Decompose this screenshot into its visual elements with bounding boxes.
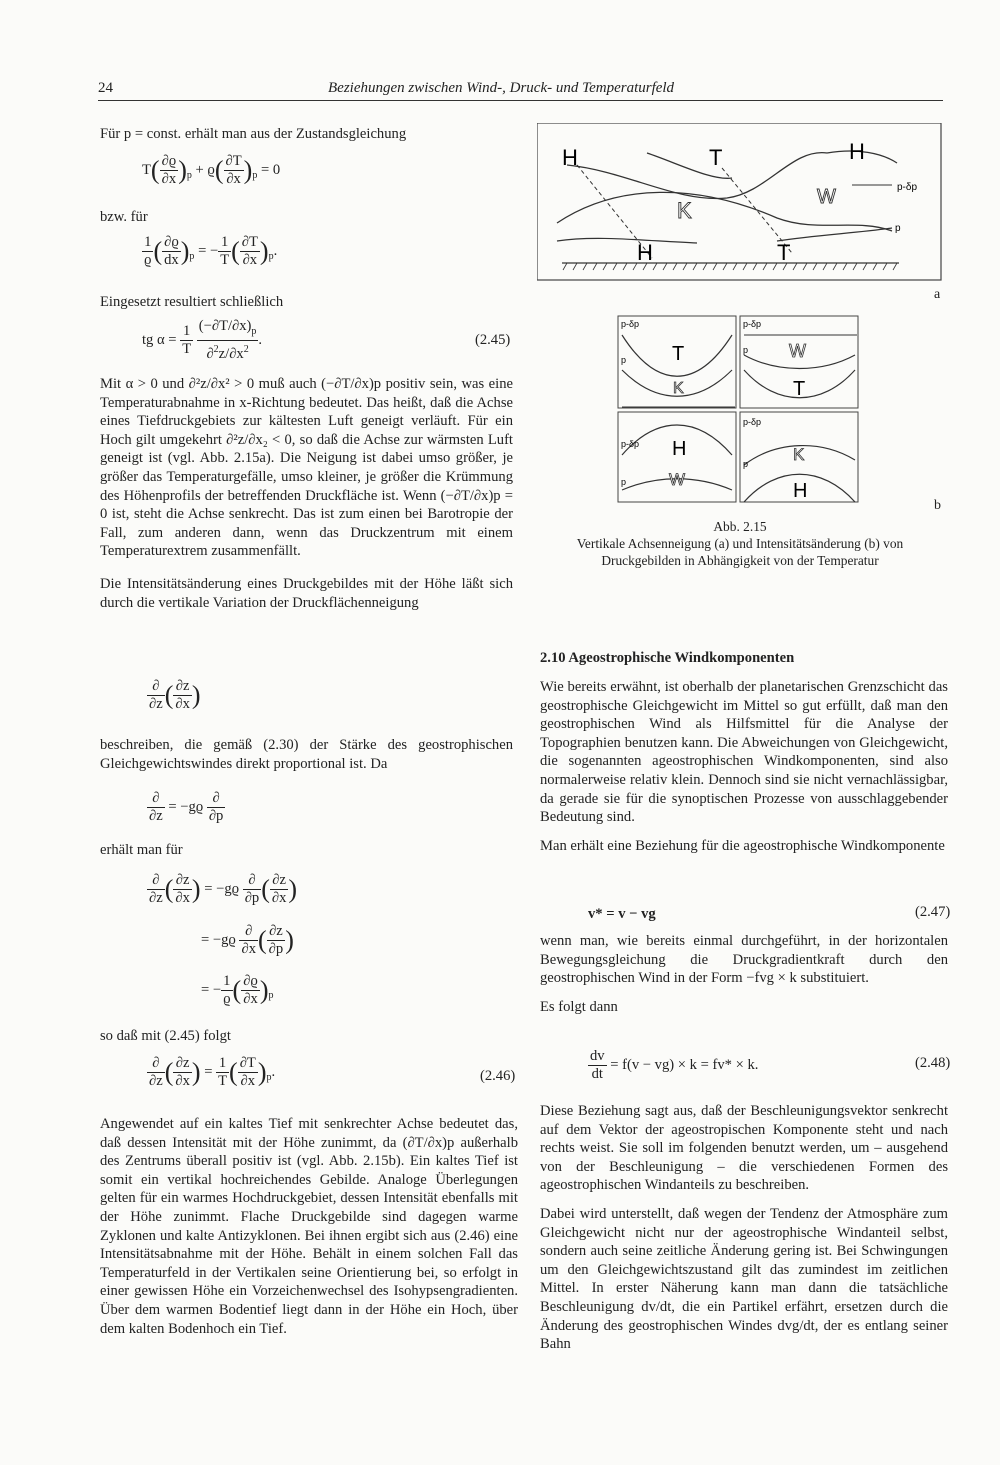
equation-number: (2.48) — [915, 1055, 951, 1071]
left-paragraph-3: beschreiben, die gemäß (2.30) der Stärke des geostrophischen Gleichgewichtswindes direkt proportional ist. Da — [100, 737, 513, 772]
figure-label-a: a — [934, 287, 941, 302]
panel-b-top-right — [740, 316, 858, 408]
svg-text:K: K — [673, 380, 684, 397]
svg-text:W: W — [789, 341, 806, 361]
svg-text:T: T — [793, 378, 806, 400]
left-intro: Für p = const. erhält man aus der Zustandsgleichung — [100, 126, 407, 142]
left-eingesetzt: Eingesetzt resultiert schließlich — [100, 294, 284, 310]
panel-b-bottom-right — [740, 412, 858, 502]
equation-operator: $\frac{\partial}{\partial z}$ = −gϱ $\frac{\partial}{\partial p}$ — [149, 790, 224, 824]
right-paragraph-3: wenn man, wie bereits einmal durchgeführt, in der horizontalen Bewegungsgleichung die Druckgradientkraft durch den geostrophischen Wind in der Form −fvg × k substituiert. Es folgt dann — [540, 933, 948, 1015]
equation-tilt-variation: $\frac{\partial}{\partial z}$ ( $\frac{\partial z}{\partial x}$ ) — [149, 678, 201, 712]
equation-number: (2.47) — [915, 904, 951, 920]
equation-2-45: tg α = $\frac{1}{T}$ $\frac{(-\partial T/\partial x)_p}{\partial^2z/\partial x^2}$ . — [142, 318, 263, 362]
svg-text:p-δp: p-δp — [743, 319, 762, 329]
figure-2-15b — [617, 315, 867, 515]
svg-text:W: W — [669, 470, 686, 489]
equation-2-47: v* = v − vg — [588, 906, 656, 922]
svg-text:p: p — [743, 459, 749, 469]
panel-a-label-pdp: p-δp — [897, 182, 918, 193]
svg-text:p-δp: p-δp — [621, 439, 640, 449]
caption-text: Vertikale Achsenneigung (a) und Intensitätsänderung (b) von Druckgebilden in Abhängigkeit von der Temperatur — [576, 536, 904, 568]
panel-a-upper-surface — [567, 153, 827, 199]
equation-number: (2.46) — [480, 1068, 516, 1084]
left-sodass: so daß mit (2.45) folgt — [100, 1028, 231, 1044]
equation-state: T( $\frac{\partial ϱ}{\partial x}$ )$_p + ϱ$( $\frac{\partial T}{\partial x}$ )$_p = 0$ — [142, 153, 281, 187]
svg-text:H: H — [672, 438, 687, 460]
panel-a-label-H-left: H — [562, 145, 578, 170]
page-number: 24 — [98, 80, 113, 96]
left-paragraph-4: Angewendet auf ein kaltes Tief mit senkrechter Achse bedeutet das, daß dessen Intensität mit der Höhe zunimmt, da (∂T/∂x)p außerhalb des Zentrums überall positiv ist (vgl. Abb. 2.15b). Ein kaltes Tief ist somit ein vertikal hochreichendes Gebilde. Analoge Überlegungen gelten für ein warmes Hochdruckgebiet, dessen Intensität ebenfalls mit der Höhe zunimmt. Flache Druckgebilde sind dagegen warme Zyklonen und kalte Antizyklonen. Bei ihnen ergibt sich aus (2.46) eine Intensitätsabnahme mit der Höhe. Behält in einem solchen Fall das Temperaturfeld in der Vertikalen seine Orientierung bei, so erfolgt in einer gewissen Höhe ein Vorzeichenwechsel des Isohypsengradienten. Über dem warmen Bodentief liegt dann in der Höhe ein Hoch, über dem kalten Bodenhoch ein Tief. — [100, 1116, 518, 1337]
equation-bzw: $\frac{1}{ϱ}$ ( $\frac{\partial ϱ}{dx}$ )$_p$ = − $\frac{1}{T}$ ( $\frac{\partial T}{\partial x}$ )$_p$. — [144, 234, 278, 268]
panel-a-label-T-bottom: T — [777, 240, 791, 265]
figure-caption — [540, 518, 940, 569]
right-paragraph-4: Diese Beziehung sagt aus, daß der Beschleunigungsvektor senkrecht auf dem Vektor der ageostropischen Komponente steht und nach rechts weist. Sie soll im folgenden benutzt werden, um – ausgehend von der Beschleunigung – die verschiedenen Formen des ageostrophischen Windanteils zu beschreiben. Dabei wird unterstellt, daß wegen der Tendenz der Atmosphäre zum Gleichgewicht nicht nur der ageostrophische Windanteil selbst, sondern auch seine zeitliche Änderung gering ist. Bei Schwingungen um den Gleichgewichtszustand gilt das zumindest im zeitlichen Mittel. In erster Näherung kann man dann die tatsächliche Beschleunigung dv/dt, die ein Partikel erfährt, ersetzen durch die Änderung des geostrophischen Windes dvg/dt, der es entlang seiner Bahn — [540, 1103, 948, 1353]
figure-2-15a — [537, 123, 942, 283]
left-paragraph-1: Mit α > 0 und ∂²z/∂x² > 0 muß auch (−∂T/∂x)p positiv sein, was eine Temperaturabnahme in x-Richtung bedeutet. Das heißt, daß die Achse eines Tiefdruckgebiets zur kältesten Luft geneigt verläuft. Für ein Hoch gilt umgekehrt ∂²z/∂x₂ < 0, so daß die Achse zur wärmsten Luft geneigt ist (vgl. Abb. 2.15a). Die Neigung ist dabei umso größer, je größer das Temperaturgefälle, umso kleiner, je größer die Krümmung des Höhenprofils der betreffenden Druckfläche ist. Wenn (−∂T/∂x)p = 0 ist, steht die Achse senkrecht. Das ist zum einen bei Barotropie der Fall, zum anderen dann, wenn das Druckzentrum mit einem Temperaturextrem zusammenfällt. Die Intensitätsänderung eines Druckgebildes mit der Höhe läßt sich durch die vertikale Variation der Druckflächenneigung — [100, 376, 513, 611]
equation-2-46: $\frac{\partial}{\partial z}$ ( $\frac{\partial z}{\partial x}$ ) = $\frac{1}{T}$ ( $\frac{\partial T}{\partial x}$ )$_p$. — [149, 1055, 276, 1089]
caption-title: Abb. 2.15 — [713, 519, 767, 534]
left-bzw: bzw. für — [100, 209, 148, 225]
panel-a-label-T-top: T — [709, 145, 723, 170]
panel-b-top-left — [618, 316, 736, 408]
panel-a-label-H-bottom: H — [637, 240, 653, 265]
figure-label-b: b — [934, 498, 941, 513]
svg-text:H: H — [793, 480, 808, 502]
svg-text:p: p — [621, 477, 627, 487]
svg-text:K: K — [793, 445, 805, 464]
right-paragraph-1: Wie bereits erwähnt, ist oberhalb der planetarischen Grenzschicht das geostrophische Gleichgewicht im Mittel so gut erfüllt, daß man den geostrophischen Wind als Hilfsmittel für die Analyse der Topographien benutzen kann. Die Abweichungen von Gleichgewicht, die sogenannten ageostrophischen Windkomponenten, sind also normalerweise relativ klein. Dennoch sind sie nicht vernachlässigbar, da gerade sie für die synoptischen Prozesse von ausschlaggebender Bedeutung sind. Man erhält eine Beziehung für die ageostrophische Windkomponente — [540, 679, 948, 854]
panel-a-ground — [563, 263, 897, 270]
panel-a-label-p: p — [895, 223, 901, 234]
left-erhaelt: erhält man für — [100, 842, 183, 858]
svg-text:p-δp: p-δp — [621, 319, 640, 329]
equation-number: (2.45) — [475, 332, 511, 348]
panel-b-bottom-left — [618, 412, 736, 502]
panel-a-label-H-right: H — [849, 139, 865, 164]
equation-2-48: $\frac{dv}{dt}$ = f(v − vg) × k = fv* × k. — [590, 1048, 759, 1082]
running-title: Beziehungen zwischen Wind-, Druck- und Temperaturfeld — [328, 80, 675, 96]
page-header — [98, 78, 943, 101]
svg-text:T: T — [672, 343, 685, 365]
section-heading: 2.10 Ageostrophische Windkomponenten — [540, 650, 795, 666]
equation-chain: $\frac{\partial}{\partial z}$ ( $\frac{\partial z}{\partial x}$ ) = −gϱ $\frac{\partial}{\partial p}$ ( $\frac{\partial z}{\partial x}$ ) = −gϱ $\frac{\partial}{\partial x}$ ( $\frac{\partial z}{\partial p}$ ) = − $\frac{1}{ϱ}$ ( $\frac{\partial ϱ}{\partial x}$ )$_p$ — [149, 872, 298, 1008]
panel-a-frame — [537, 123, 941, 280]
panel-a-label-W: W — [817, 186, 836, 208]
panel-a-label-K: K — [677, 198, 692, 223]
svg-text:p: p — [743, 345, 749, 355]
svg-text:p-δp: p-δp — [743, 417, 762, 427]
svg-text:p: p — [621, 355, 627, 365]
